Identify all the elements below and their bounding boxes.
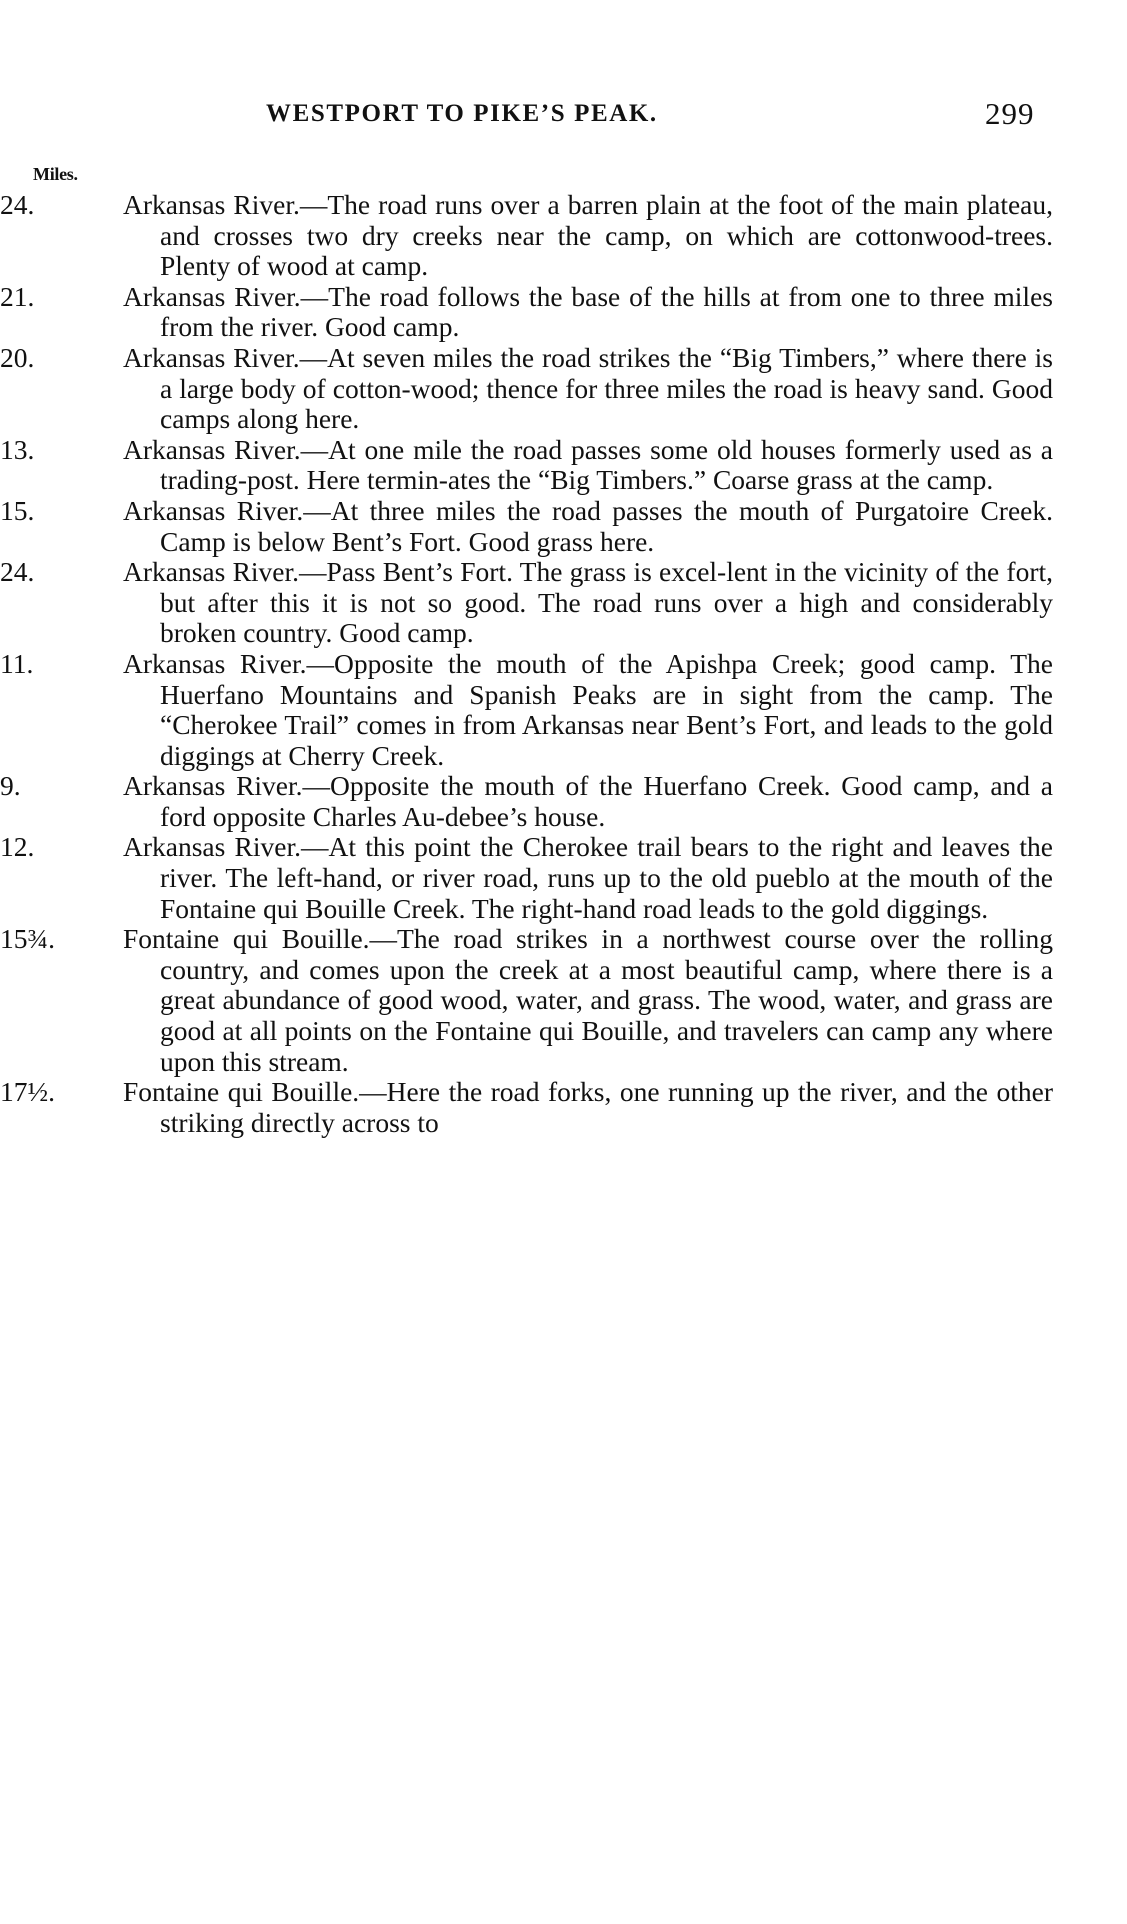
itinerary-list	[0, 190, 1127, 1138]
itinerary-entry	[0, 496, 1053, 557]
entry-place: Arkansas River.	[123, 433, 301, 465]
entry-text: —The road follows the base of the hills at from one to three miles from the river. Good camp.	[160, 280, 1053, 343]
entry-text: —Here the road forks, one running up the river, and the other striking directly across to	[160, 1076, 1053, 1138]
entry-miles: 15¾.	[0, 923, 55, 955]
entry-miles: 12.	[0, 831, 35, 863]
entry-text: —At three miles the road passes the mouth of Purgatoire Creek. Camp is below Bent’s Fort. Good grass here.	[160, 494, 1053, 557]
entry-place: Arkansas River.	[123, 280, 301, 312]
itinerary-entry	[0, 771, 1053, 832]
running-head	[0, 96, 1127, 140]
entry-text: —At one mile the road passes some old houses formerly used as a trading-post. Here termin-ates the “Big Timbers.” Coarse grass at the camp.	[160, 433, 1053, 496]
itinerary-entry	[0, 924, 1053, 1077]
itinerary-entry	[0, 282, 1053, 343]
entry-place: Arkansas River.	[123, 494, 304, 526]
entry-text: —Opposite the mouth of the Apishpa Creek; good camp. The Huerfano Mountains and Spanish Peaks are in sight from the camp. The “Cherokee Trail” comes in from Arkansas near Bent’s Fort, and leads to the gold diggings at Cherry Creek.	[160, 647, 1053, 771]
entry-miles: 24.	[0, 189, 35, 220]
entry-miles: 24.	[0, 556, 35, 588]
entry-miles: 9.	[0, 770, 21, 802]
entry-place: Arkansas River.	[123, 831, 301, 863]
entry-text: —The road strikes in a northwest course over the rolling country, and comes upon the creek at a most beautiful camp, where there is a great abundance of good wood, water, and grass. The wood, water, and grass are good at all points on the Fontaine qui Bouille, and travelers can camp any where upon this stream.	[160, 923, 1053, 1077]
entry-place: Arkansas River.	[123, 647, 307, 679]
entry-miles: 13.	[0, 433, 35, 465]
miles-column-label: Miles.	[33, 164, 78, 184]
entry-place: Arkansas River.	[123, 341, 300, 373]
itinerary-entry	[0, 649, 1053, 771]
itinerary-entry	[0, 190, 1053, 282]
itinerary-entry	[0, 435, 1053, 496]
itinerary-entry	[0, 1077, 1053, 1138]
running-title: WESTPORT TO PIKE’S PEAK.	[266, 100, 658, 127]
entry-miles: 17½.	[0, 1076, 55, 1108]
entry-place: Arkansas River.	[123, 770, 303, 802]
itinerary-entry	[0, 343, 1053, 435]
page-number: 299	[985, 96, 1035, 131]
entry-text: —Pass Bent’s Fort. The grass is excel-lent in the vicinity of the fort, but after this it is not so good. The road runs over a high and considerably broken country. Good camp.	[160, 556, 1053, 649]
itinerary-entry	[0, 832, 1053, 924]
entry-place: Fontaine qui Bouille.	[123, 1076, 360, 1108]
entry-miles: 20.	[0, 341, 35, 373]
entry-text: —At this point the Cherokee trail bears to the right and leaves the river. The left-hand, or river road, runs up to the old pueblo at the mouth of the Fontaine qui Bouille Creek. The right-hand road leads to the gold diggings.	[160, 831, 1053, 924]
entry-place: Fontaine qui Bouille.	[123, 923, 370, 955]
entry-miles: 11.	[0, 647, 34, 679]
entry-place: Arkansas River.	[123, 556, 300, 588]
itinerary-entry	[0, 557, 1053, 649]
entry-miles: 21.	[0, 280, 35, 312]
entry-text: —At seven miles the road strikes the “Big Timbers,” where there is a large body of cotton-wood; thence for three miles the road is heavy sand. Good camps along here.	[160, 341, 1053, 435]
entry-place: Arkansas River.	[123, 189, 300, 220]
entry-text: —Opposite the mouth of the Huerfano Creek. Good camp, and a ford opposite Charles Au-debee’s house.	[160, 770, 1053, 832]
entry-miles: 15.	[0, 494, 35, 526]
entry-text: —The road runs over a barren plain at the foot of the main plateau, and crosses two dry creeks near the camp, on which are cottonwood-trees. Plenty of wood at camp.	[160, 189, 1053, 282]
